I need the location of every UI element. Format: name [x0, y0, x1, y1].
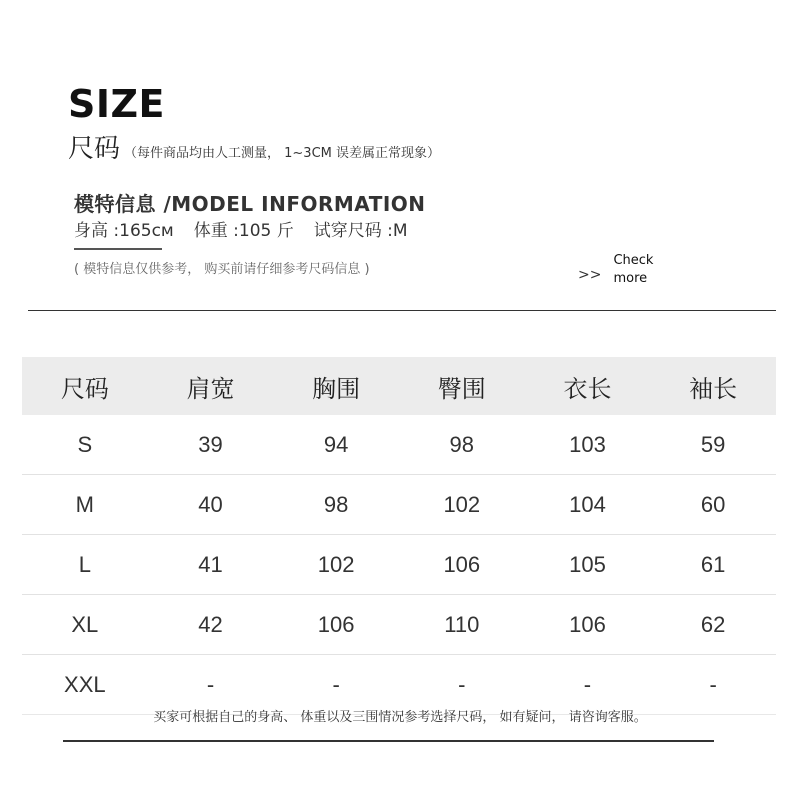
footer-note: 买家可根据自己的身高、 体重以及三围情况参考选择尺码， 如有疑问， 请咨询客服。	[153, 710, 647, 725]
cell-chest: 94	[273, 415, 399, 475]
cell-shoulder: -	[148, 655, 274, 715]
cell-length: 105	[525, 535, 651, 595]
divider	[28, 310, 776, 311]
cell-hip: -	[399, 655, 525, 715]
header-length: 衣长	[563, 374, 612, 403]
table-row	[22, 535, 776, 595]
model-info-heading: 模特信息 /MODEL INFORMATION	[74, 192, 426, 216]
model-height: 身高 :165cм	[74, 221, 174, 241]
subtitle	[68, 128, 440, 164]
cell-shoulder: 40	[148, 475, 274, 535]
cell-length: -	[525, 655, 651, 715]
cell-hip: 98	[399, 415, 525, 475]
cell-size: M	[22, 475, 148, 535]
cell-sleeve: 62	[650, 595, 776, 655]
header-chest: 胸围	[312, 374, 361, 403]
table-row	[22, 415, 776, 475]
cell-shoulder: 41	[148, 535, 274, 595]
divider	[63, 740, 714, 742]
cell-chest: 102	[273, 535, 399, 595]
header-size: 尺码	[60, 374, 109, 403]
cell-sleeve: 60	[650, 475, 776, 535]
page-title: SIZE	[68, 82, 166, 126]
cell-size: L	[22, 535, 148, 595]
model-disclaimer: ( 模特信息仅供参考， 购买前请仔细参考尺码信息 )	[74, 262, 370, 277]
check-more-line2: more	[613, 271, 648, 286]
model-underline	[74, 248, 162, 250]
check-more-line1: Check	[613, 253, 654, 268]
header-hip: 臀围	[437, 374, 486, 403]
measurement-note: （每件商品均由人工测量， 1~3CM 误差属正常现象）	[124, 146, 441, 161]
table-header-row	[22, 357, 776, 415]
cell-chest: 98	[273, 475, 399, 535]
model-weight: 体重 :105 斤	[193, 221, 294, 241]
cell-size: XL	[22, 595, 148, 655]
size-table	[22, 357, 776, 715]
cell-hip: 110	[399, 595, 525, 655]
check-more-label	[613, 252, 669, 288]
cell-size: S	[22, 415, 148, 475]
cell-length: 104	[525, 475, 651, 535]
cell-shoulder: 39	[148, 415, 274, 475]
cell-sleeve: 59	[650, 415, 776, 475]
table-row	[22, 475, 776, 535]
cell-chest: -	[273, 655, 399, 715]
cell-length: 106	[525, 595, 651, 655]
subtitle-cn: 尺码	[68, 134, 121, 164]
table-row	[22, 595, 776, 655]
header-sleeve: 袖长	[689, 374, 738, 403]
double-chevron-right-icon: >>	[578, 267, 602, 283]
model-stats	[74, 216, 408, 241]
cell-size: XXL	[22, 655, 148, 715]
cell-sleeve: 61	[650, 535, 776, 595]
check-more-link[interactable]	[578, 252, 669, 288]
cell-chest: 106	[273, 595, 399, 655]
cell-length: 103	[525, 415, 651, 475]
header-shoulder: 肩宽	[186, 374, 235, 403]
cell-shoulder: 42	[148, 595, 274, 655]
cell-hip: 102	[399, 475, 525, 535]
cell-sleeve: -	[650, 655, 776, 715]
cell-hip: 106	[399, 535, 525, 595]
model-tried-size: 试穿尺码 :M	[313, 221, 408, 241]
